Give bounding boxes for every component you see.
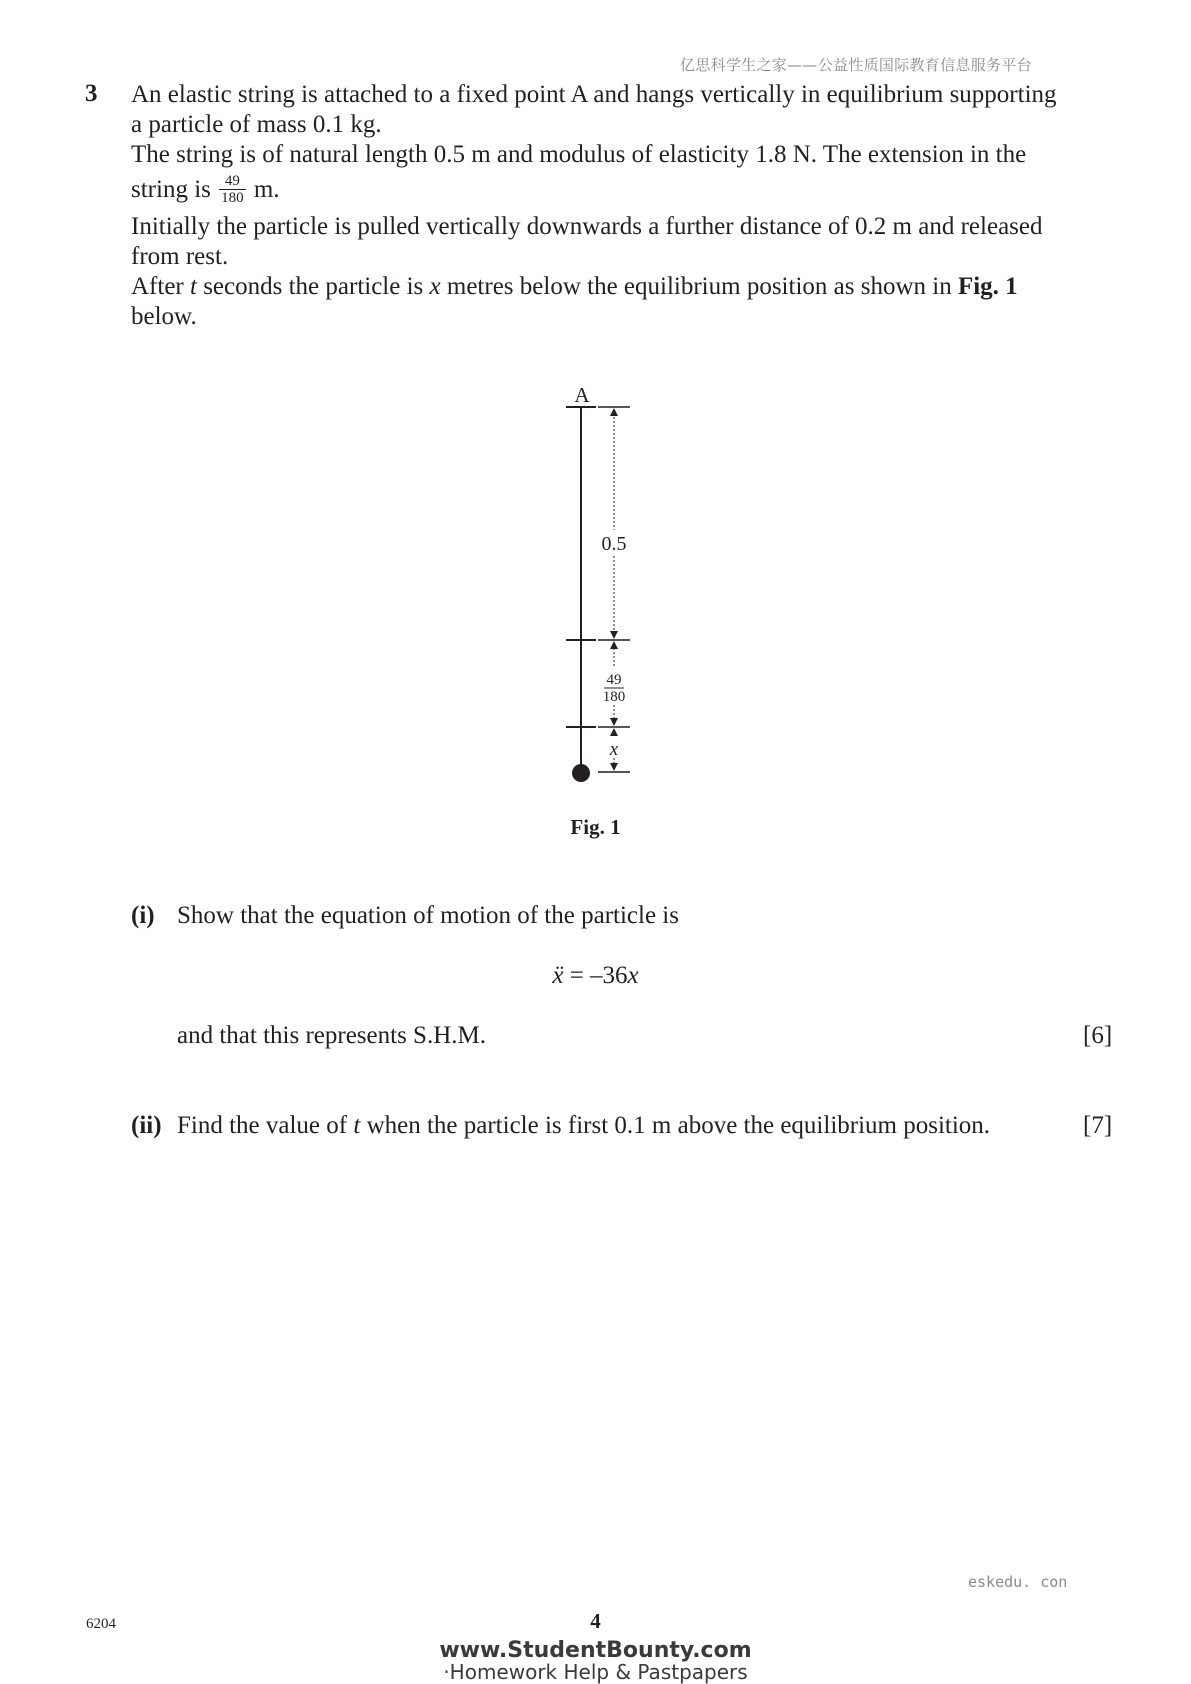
equation-var: x: [627, 962, 639, 989]
question-line-2: a particle of mass 0.1 kg.: [131, 111, 382, 138]
dim-arrow-down-extension: [610, 718, 618, 726]
equation-rhs: = –36: [563, 962, 628, 989]
header-watermark: 亿思科学生之家——公益性质国际教育信息服务平台: [680, 56, 1032, 74]
dim-arrow-up-top: [610, 408, 618, 416]
equation-lhs: ẍ: [552, 962, 564, 989]
figure-caption: Fig. 1: [570, 815, 621, 839]
studentbounty-tagline: ·Homework Help & Pastpapers: [443, 1660, 748, 1684]
dim-arrow-down-natural: [610, 631, 618, 639]
line7-text-b: seconds the particle is: [203, 273, 424, 300]
line7-fig-ref: Fig. 1: [957, 273, 1018, 300]
question-line-1: An elastic string is attached to a fixed point A and hangs vertically in equilibrium supporting: [131, 81, 1057, 108]
extension-unit: m.: [253, 176, 280, 204]
footer-watermark: eskedu. con: [968, 1573, 1068, 1591]
extension-label-denominator: 180: [602, 689, 626, 705]
studentbounty-link[interactable]: www.StudentBounty.com: [439, 1638, 752, 1663]
part-ii-text-a: Find the value of: [177, 1112, 348, 1139]
part-ii-label: (ii): [131, 1112, 162, 1139]
displacement-label: x: [609, 739, 619, 760]
dim-arrow-up-extension: [610, 641, 618, 649]
line7-var-t: t: [190, 273, 197, 300]
question-line-6: from rest.: [131, 243, 229, 270]
equation-of-motion: [0, 962, 1191, 990]
extension-denominator: 180: [221, 190, 244, 206]
part-i-text-2: and that this represents S.H.M.: [177, 1022, 486, 1049]
line7-text-a: After: [131, 273, 184, 300]
part-i-label: (i): [131, 902, 155, 929]
dim-arrow-down-x: [610, 763, 618, 771]
question-line-5: Initially the particle is pulled vertically downwards a further distance of 0.2 m and released: [131, 213, 1043, 240]
part-ii-text-b: when the particle is first 0.1 m above the equilibrium position.: [366, 1112, 991, 1139]
natural-length-label: 0.5: [601, 533, 627, 555]
dim-arrow-up-x: [610, 728, 618, 736]
line7-text-c: metres below the equilibrium position as shown in: [446, 273, 952, 300]
question-line-3: The string is of natural length 0.5 m and modulus of elasticity 1.8 N. The extension in the: [131, 141, 1027, 168]
figure-1-diagram: [0, 0, 1191, 820]
footer-code: 6204: [86, 1616, 116, 1632]
particle: [572, 764, 590, 782]
extension-numerator: 49: [219, 173, 246, 190]
point-a-label: A: [574, 383, 590, 407]
question-number: 3: [85, 80, 98, 107]
part-ii-var-t: t: [353, 1112, 361, 1139]
line7-var-x: x: [429, 273, 441, 300]
part-ii-text: [177, 1112, 990, 1140]
part-i-marks: [6]: [1083, 1022, 1113, 1049]
part-ii-marks: [7]: [1083, 1112, 1113, 1139]
extension-label-numerator: 49: [606, 672, 622, 688]
question-line-8: below.: [131, 303, 197, 330]
part-i-text: Show that the equation of motion of the particle is: [177, 902, 679, 929]
extension-text: string is: [131, 176, 211, 204]
page-number: 4: [590, 1609, 601, 1633]
